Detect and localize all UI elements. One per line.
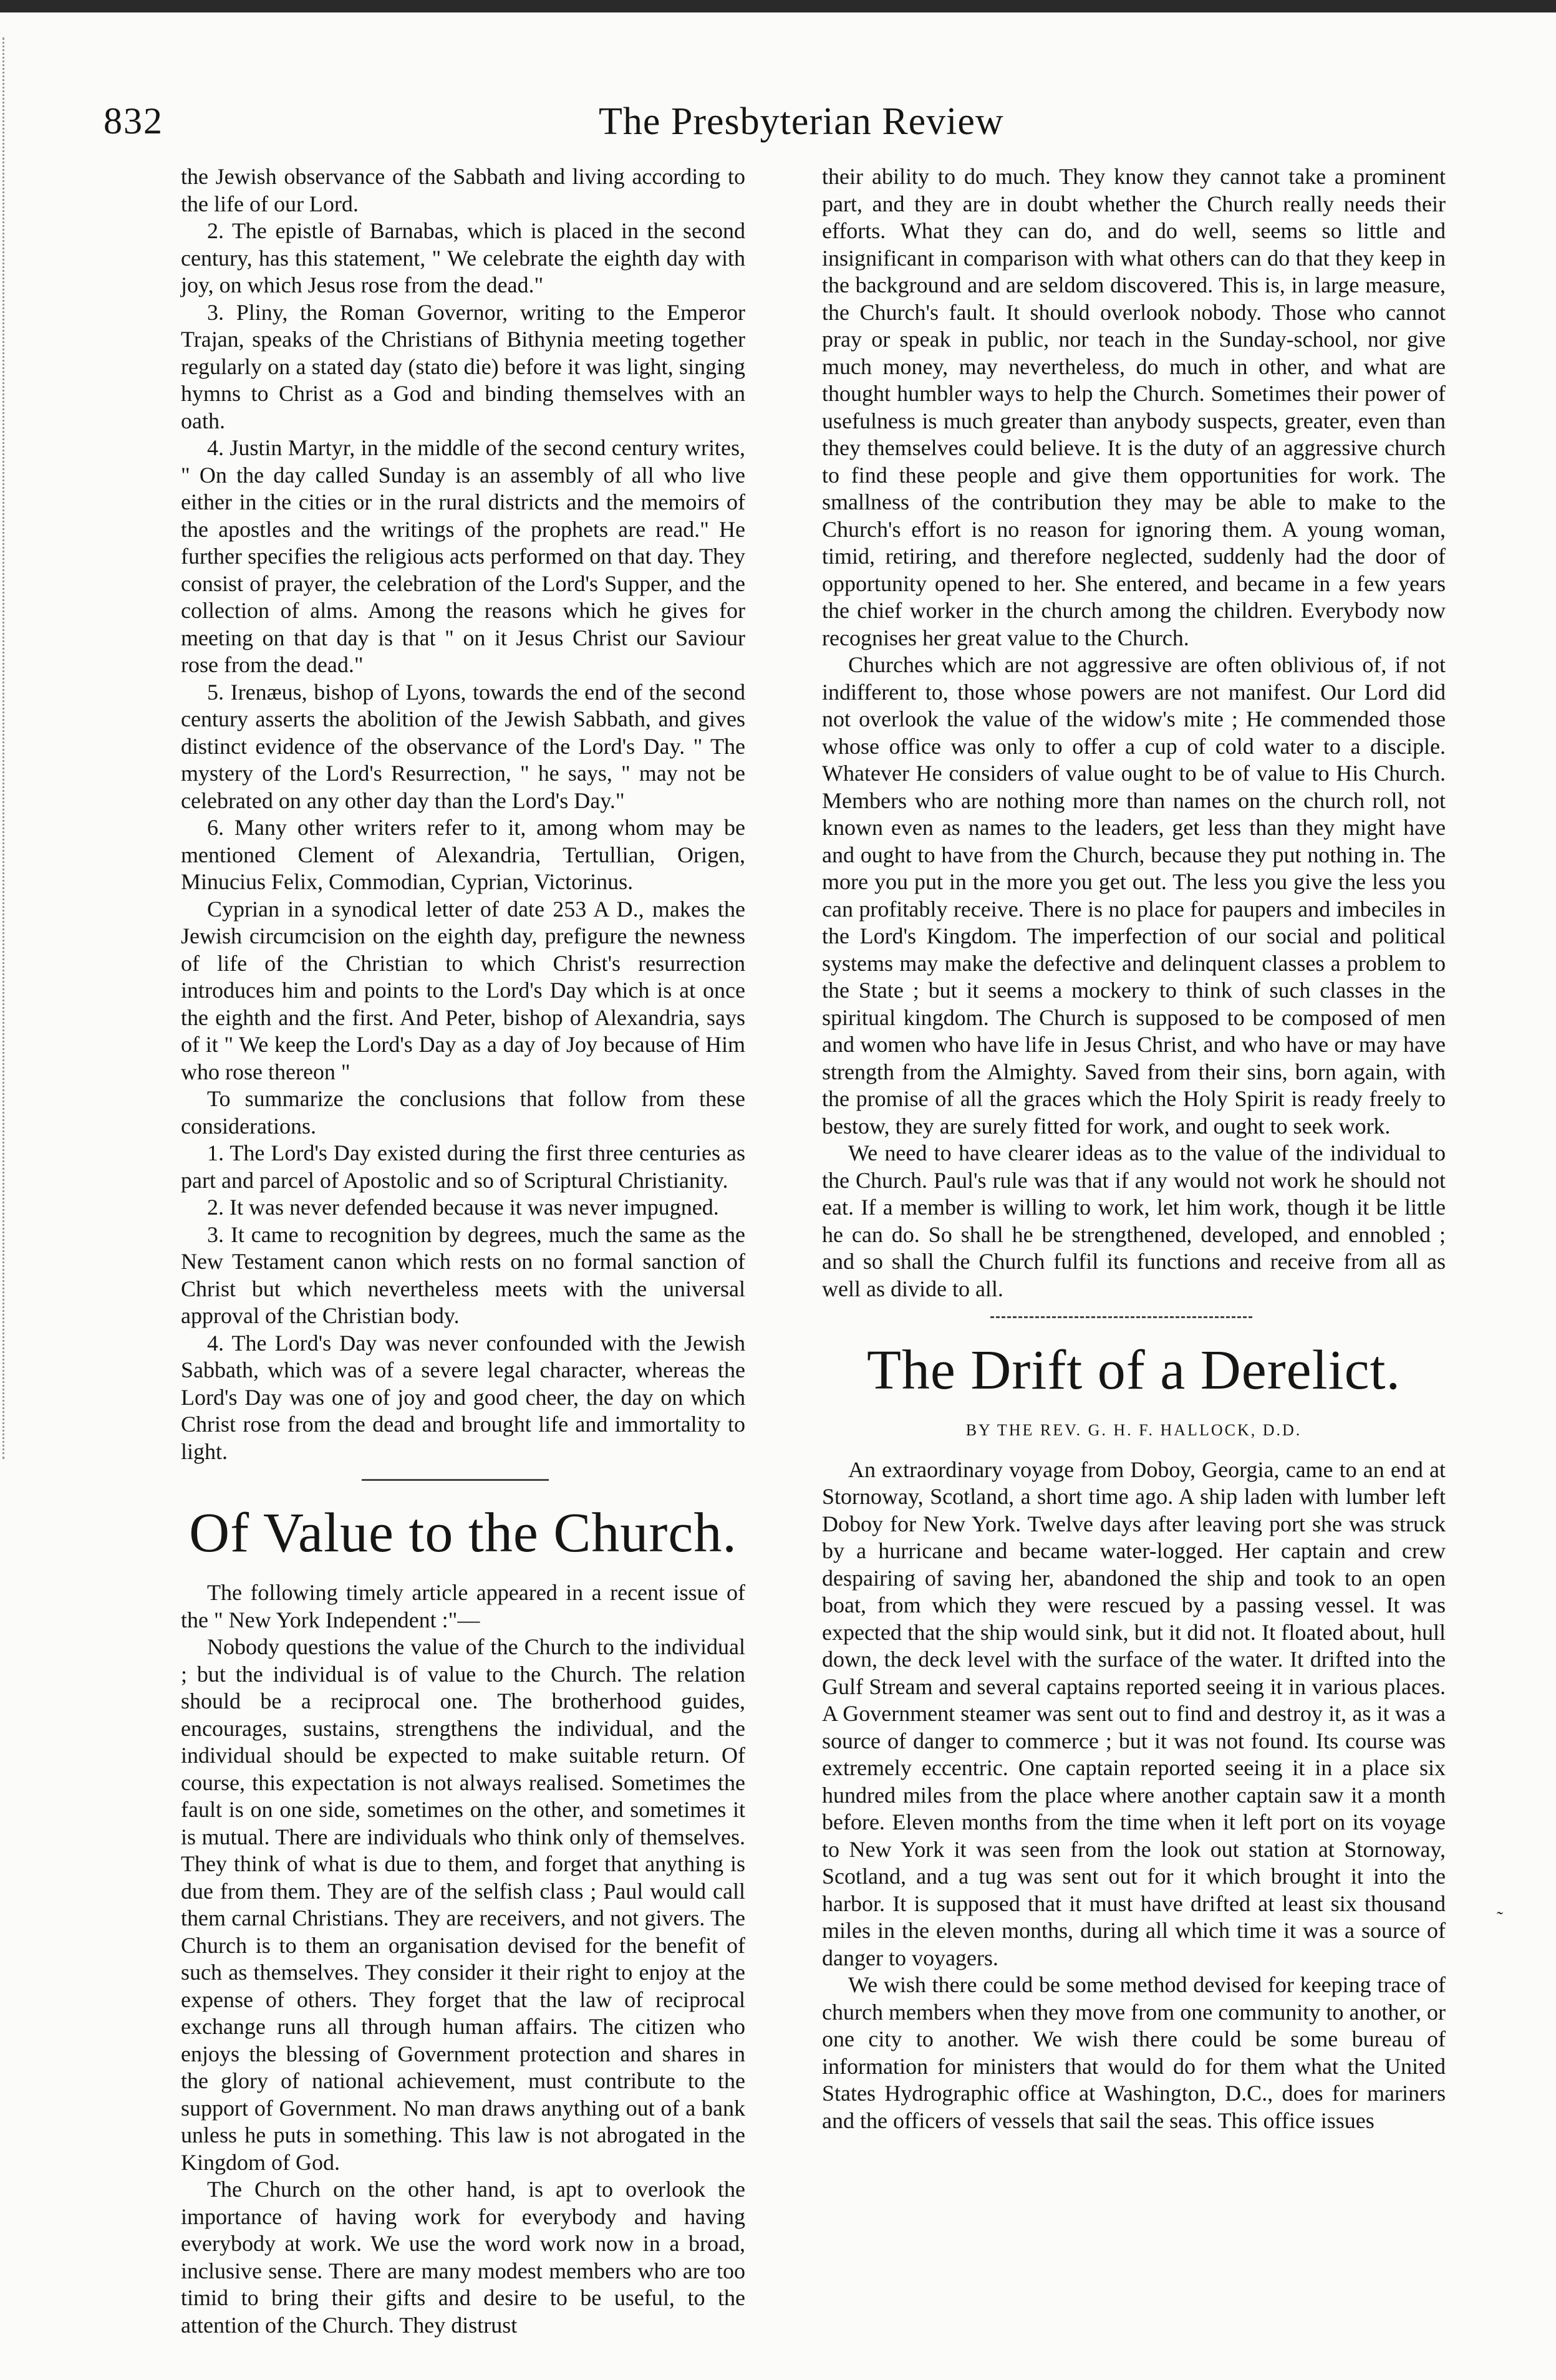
article-separator: [990, 1316, 1252, 1321]
paragraph: 1. The Lord's Day existed during the first three centuries as part and parcel of Apostolic and so of Scriptural Christianity.: [181, 1140, 745, 1193]
paragraph: 2. It was never defended because it was never impugned.: [207, 1195, 719, 1220]
left-column: [181, 163, 745, 2339]
page-number: 832: [104, 100, 163, 142]
paragraph: An extraordinary voyage from Doboy, Georgia, came to an end at Stornoway, Scotland, a short time ago. A ship laden with lumber left Doboy for New York. Twelve days after leaving port she was struck by a hurricane and became water-logged. Her captain and crew despairing of saving her, abandoned the ship and took to an open boat, from which they were rescued by a passing vessel. It was expected that the ship would sink, but it did not. It floated about, hull down, the deck level with the surface of the water. It drifted into the Gulf Stream and several captains reported seeing it in various places. A Government steamer was sent out to find and destroy it, as it was a source of danger to commerce ; but it was not found. Its course was extremely eccentric. One captain reported seeing it in a place six hundred miles from the place where another captain saw it a month before. Eleven months from the time when it left port on its voyage to New York it was seen from the look out station at Stornoway, Scotland, and a tug was sent out for it which brought it into the harbor. It is supposed that it must have drifted at least six thousand miles in the eleven months, during all which time it was a source of danger to voyagers.: [822, 1457, 1446, 1970]
left-margin-marks: [2, 37, 16, 1459]
paragraph: 5. Irenæus, bishop of Lyons, towards the end of the second century asserts the abolition of the Jewish Sabbath, and gives distinct evidence of the observance of the Lord's Day. " The mystery of the Lord's Resurrection, " he says, " may not be celebrated on any other day than the Lord's Day.": [181, 679, 745, 813]
paragraph: the Jewish observance of the Sabbath and living according to the life of our Lord.: [181, 164, 745, 216]
paragraph: 6. Many other writers refer to it, among whom may be mentioned Clement of Alexandria, Tertullian, Origen, Minucius Felix, Commodian, Cyprian, Victorinus.: [181, 815, 745, 894]
margin-mark: ˜: [1497, 1908, 1503, 1929]
paragraph: Nobody questions the value of the Church to the individual ; but the individual is of value to the Church. The relation should be a reciprocal one. The brotherhood guides, encourages, sustains, strengthens the individual, and the individual should be expected to make suitable return. Of course, this expectation is not always realised. Sometimes the fault is on one side, sometimes on the other, and sometimes it is mutual. There are individuals who think only of themselves. They think of what is due to them, and forget that anything is due from them. They are of the selfish class ; Paul would call them carnal Christians. They are receivers, and not givers. The Church is to them an organisation devised for the benefit of such as themselves. They consider it their right to enjoy at the expense of others. They forget that the law of reciprocal exchange runs all through human affairs. The citizen who enjoys the blessing of Government protection and shares in the glory of national achievement, must contribute to the support of Government. No man draws anything out of a bank unless he puts in something. This law is not abrogated in the Kingdom of God.: [181, 1634, 745, 2175]
paragraph: The Church on the other hand, is apt to overlook the importance of having work for everybody and having everybody at work. We use the word work now in a broad, inclusive sense. There are many modest members who are too timid to bring their gifts and desire to be useful, to the attention of the Church. They distrust: [181, 2177, 745, 2338]
paragraph: 4. The Lord's Day was never confounded with the Jewish Sabbath, which was of a severe legal character, whereas the Lord's Day was one of joy and good cheer, the day on which Christ rose from the dead and brought life and immortality to light.: [181, 1330, 745, 1464]
paragraph: 3. It came to recognition by degrees, much the same as the New Testament canon which rests on no formal sanction of Christ but which nevertheless meets with the universal approval of the Christian body.: [181, 1221, 745, 1328]
article-separator: [362, 1479, 549, 1483]
paragraph: 4. Justin Martyr, in the middle of the second century writes, " On the day called Sunday is an assembly of all who live either in the cities or in the rural districts and the memoirs of the apostles and the writings of the prophets are read." He further specifies the religious acts performed on that day. They consist of prayer, the celebration of the Lord's Supper, and the collection of alms. Among the reasons which he gives for meeting on that day is that " on it Jesus Christ our Saviour rose from the dead.": [181, 435, 745, 677]
top-border-rule: [0, 0, 1556, 12]
paragraph: The following timely article appeared in a recent issue of the " New York Independent :"—: [181, 1580, 745, 1632]
paragraph: Churches which are not aggressive are often oblivious of, if not indifferent to, those whose powers are not manifest. Our Lord did not overlook the value of the widow's mite ; He commended those whose office was only to offer a cup of cold water to a disciple. Whatever He considers of value ought to be of value to His Church. Members who are nothing more than names on the church roll, not known even as names to the leaders, get less than they might have and ought to have from the Church, because they put nothing in. The more you put in the more you get out. The less you give the less you can profitably receive. There is no place for paupers and imbeciles in the Lord's Kingdom. The imperfection of our social and political systems may make the defective and delinquent classes a problem to the State ; but it seems a mockery to think of such classes in the spiritual kingdom. The Church is supposed to be composed of men and women who have life in Jesus Christ, and who have or may have strength from the Almighty. Saved from their sins, born again, with the promise of all the graces which the Holy Spirit is ready freely to bestow, they are surely fitted for work, and ought to seek work.: [822, 652, 1446, 1139]
paragraph: their ability to do much. They know they cannot take a prominent part, and they are in doubt whether the Church really needs their efforts. What they can do, and do well, seems so little and insignificant in comparison with what others can do that they keep in the background and are seldom discovered. This is, in large measure, the Church's fault. It should overlook nobody. Those who cannot pray or speak in public, nor teach in the Sunday-school, nor give much money, may nevertheless, do much in other, and what are thought humbler ways to help the Church. Sometimes their power of usefulness is much greater than anybody suspects, greater, even than they themselves could believe. It is the duty of an aggressive church to find these people and give them opportunities for work. The smallness of the contribution they may be able to make to the Church's effort is no reason for ignoring them. A young woman, timid, retiring, and therefore neglected, suddenly had the door of opportunity opened to her. She entered, and became in a few years the chief worker in the church among the children. Everybody now recognises her great value to the Church.: [822, 164, 1446, 650]
paragraph: We need to have clearer ideas as to the value of the individual to the Church. Paul's rule was that if any would not work he should not eat. If a member is willing to work, let him work, though it be little he can do. So shall he be strengthened, developed, and ennobled ; and so shall the Church fulfil its functions and receive from all as well as divide to all.: [822, 1140, 1446, 1301]
article-byline: BY THE REV. G. H. F. HALLOCK, D.D.: [965, 1421, 1302, 1439]
paragraph: 2. The epistle of Barnabas, which is placed in the second century, has this statement, " We celebrate the eighth day with joy, on which Jesus rose from the dead.": [181, 218, 745, 297]
running-title: The Presbyterian Review: [599, 100, 1004, 143]
paragraph: Cyprian in a synodical letter of date 253 A D., makes the Jewish circumcision on the eighth day, prefigure the newness of life of the Christian to which Christ's resurrection introduces him and points to the Lord's Day which is at once the eighth and the first. And Peter, bishop of Alexandria, says of it " We keep the Lord's Day as a day of Joy because of Him who rose thereon ": [181, 896, 745, 1084]
article-title: Of Value to the Church.: [189, 1502, 737, 1564]
paragraph: To summarize the conclusions that follow from these considerations.: [181, 1086, 745, 1139]
paragraph: 3. Pliny, the Roman Governor, writing to the Emperor Trajan, speaks of the Christians of Bithynia meeting together regularly on a stated day (stato die) before it was light, singing hymns to Christ as a God and binding themselves with an oath.: [181, 299, 745, 433]
paragraph: We wish there could be some method devised for keeping trace of church members when they move from one community to another, or one city to another. We wish there could be some bureau of information for ministers that would do for them what the United States Hydrographic office at Washington, D.C., does for mariners and the officers of vessels that sail the seas. This office issues: [822, 1972, 1446, 2133]
right-column: [822, 163, 1446, 2134]
article-title: The Drift of a Derelict.: [866, 1339, 1401, 1401]
